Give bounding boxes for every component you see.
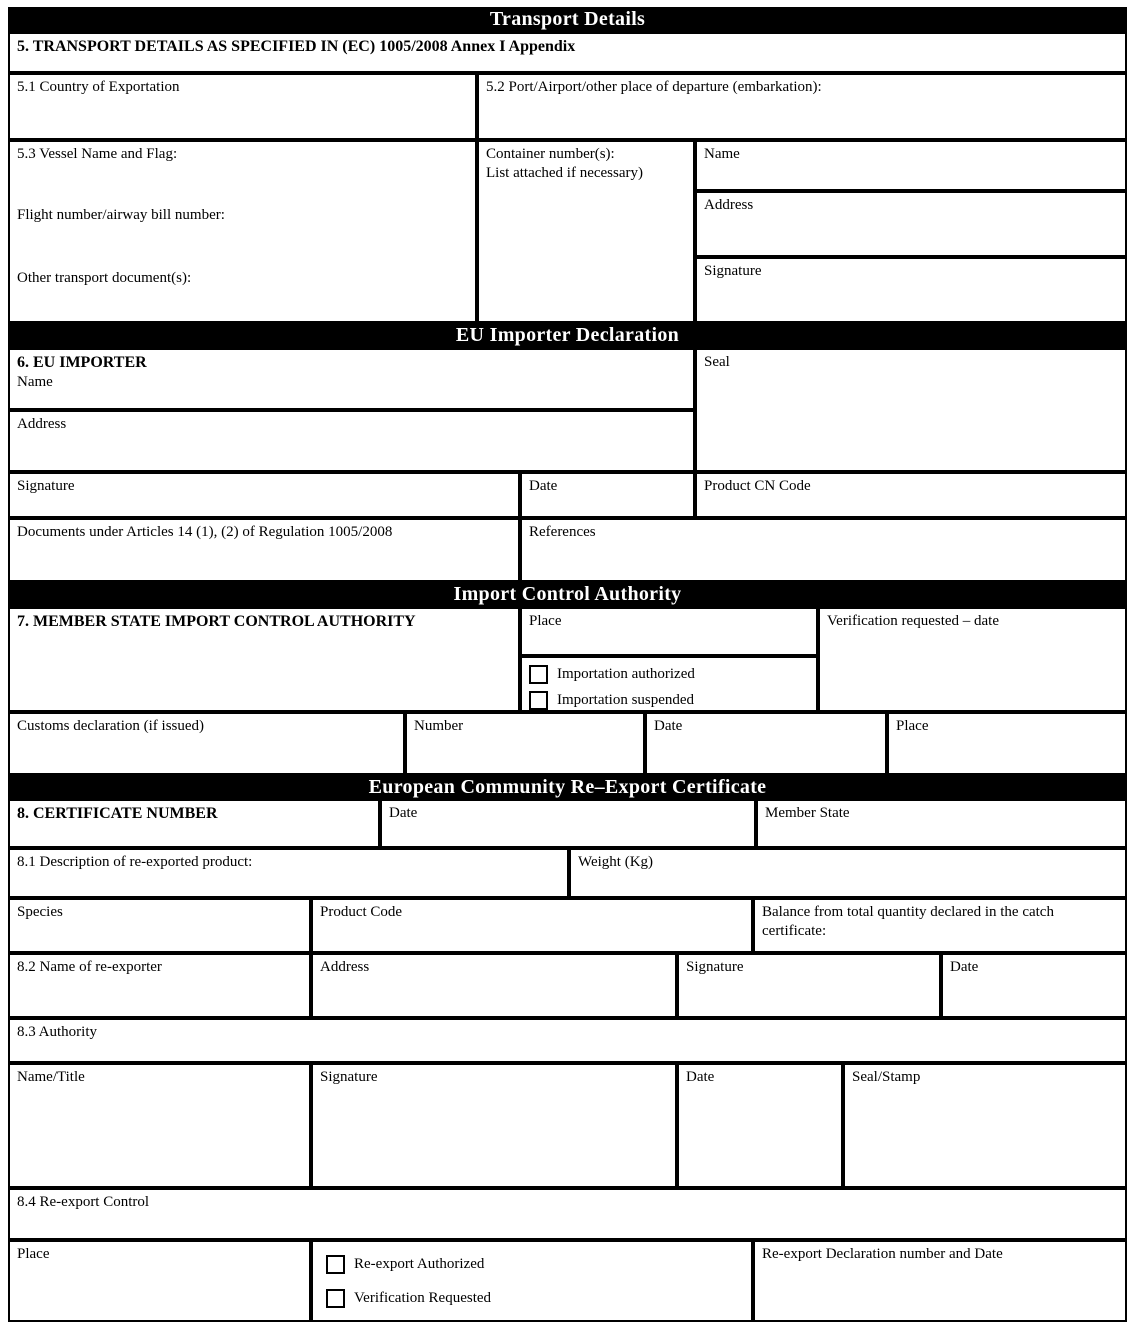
- field-authority-seal-stamp: Seal/Stamp: [843, 1063, 1127, 1188]
- verification-requested-row: Verification Requested: [326, 1289, 744, 1308]
- field-import-control-place: Place: [520, 607, 818, 656]
- field-customs-number: Number: [405, 712, 645, 775]
- field-vessel-flight-other-documents: [8, 140, 477, 323]
- field-importer-address: Address: [8, 410, 695, 472]
- reexport-status-checkbox-group: [311, 1240, 753, 1322]
- checkbox-importation-authorized[interactable]: [529, 665, 548, 684]
- importation-authorized-row: Importation authorized: [529, 665, 809, 684]
- field-reexport-control-place: Place: [8, 1240, 311, 1322]
- importation-status-checkbox-group: [520, 656, 818, 712]
- field-container-numbers: Container number(s): List attached if necessary): [477, 140, 695, 323]
- field-transport-address: Address: [695, 191, 1127, 257]
- field-reexport-declaration-number-date: Re-export Declaration number and Date: [753, 1240, 1127, 1322]
- section-header-reexport-certificate: [8, 775, 1127, 799]
- field-customs-place: Place: [887, 712, 1127, 775]
- checkbox-reexport-authorized[interactable]: [326, 1255, 345, 1274]
- field-transport-signature: Signature: [695, 257, 1127, 323]
- field-importer-seal: Seal: [695, 348, 1127, 472]
- field-importer-signature: Signature: [8, 472, 520, 518]
- field-product-code: Product Code: [311, 898, 753, 953]
- field-authority-name-title: Name/Title: [8, 1063, 311, 1188]
- field-member-state-import-control-authority: 7. MEMBER STATE IMPORT CONTROL AUTHORITY: [8, 607, 520, 712]
- section-header-eu-importer-declaration: [8, 323, 1127, 348]
- section-title: EU Importer Declaration: [455, 324, 680, 346]
- heading-transport-details: 5. TRANSPORT DETAILS AS SPECIFIED IN (EC) 1005/2008 Annex I Appendix: [8, 32, 1127, 73]
- field-name-of-reexporter: 8.2 Name of re-exporter: [8, 953, 311, 1018]
- field-reexporter-address: Address: [311, 953, 677, 1018]
- section-title: European Community Re–Export Certificate: [368, 775, 767, 798]
- section-title: Transport Details: [489, 8, 646, 30]
- field-product-cn-code: Product CN Code: [695, 472, 1127, 518]
- field-authority-date: Date: [677, 1063, 843, 1188]
- field-authority-signature: Signature: [311, 1063, 677, 1188]
- field-port-of-departure: 5.2 Port/Airport/other place of departure (embarkation):: [477, 73, 1127, 140]
- field-certificate-number: 8. CERTIFICATE NUMBER: [8, 799, 380, 848]
- field-customs-date: Date: [645, 712, 887, 775]
- field-member-state: Member State: [756, 799, 1127, 848]
- field-country-of-exportation: 5.1 Country of Exportation: [8, 73, 477, 140]
- field-transport-name: Name: [695, 140, 1127, 191]
- checkbox-importation-suspended[interactable]: [529, 691, 548, 710]
- reexport-authorized-row: Re-export Authorized: [326, 1255, 744, 1274]
- field-reexporter-signature: Signature: [677, 953, 941, 1018]
- field-eu-importer-name: 6. EU IMPORTER Name: [8, 348, 695, 410]
- flight-number-label: Flight number/airway bill number:: [17, 206, 225, 223]
- field-description-of-reexported-product: 8.1 Description of re-exported product:: [8, 848, 569, 898]
- field-references: References: [520, 518, 1127, 582]
- section-header-transport-details: [8, 7, 1127, 32]
- importation-suspended-row: Importation suspended: [529, 691, 809, 710]
- field-certificate-date: Date: [380, 799, 756, 848]
- field-importer-date: Date: [520, 472, 695, 518]
- section-title: Import Control Authority: [453, 583, 682, 605]
- vessel-name-label: 5.3 Vessel Name and Flag:: [17, 146, 178, 162]
- field-customs-declaration: Customs declaration (if issued): [8, 712, 405, 775]
- field-verification-requested-date: Verification requested – date: [818, 607, 1127, 712]
- section-header-import-control-authority: [8, 582, 1127, 607]
- other-transport-doc-label: Other transport document(s):: [17, 269, 192, 286]
- field-balance-from-catch-certificate: Balance from total quantity declared in the catch certificate:: [753, 898, 1127, 953]
- field-documents-under-articles: Documents under Articles 14 (1), (2) of Regulation 1005/2008: [8, 518, 520, 582]
- field-weight-kg: Weight (Kg): [569, 848, 1127, 898]
- field-reexporter-date: Date: [941, 953, 1127, 1018]
- field-species: Species: [8, 898, 311, 953]
- eu-importer-heading: 6. EU IMPORTER: [17, 354, 147, 371]
- field-reexport-control: 8.4 Re-export Control: [8, 1188, 1127, 1240]
- field-authority: 8.3 Authority: [8, 1018, 1127, 1063]
- checkbox-verification-requested[interactable]: [326, 1289, 345, 1308]
